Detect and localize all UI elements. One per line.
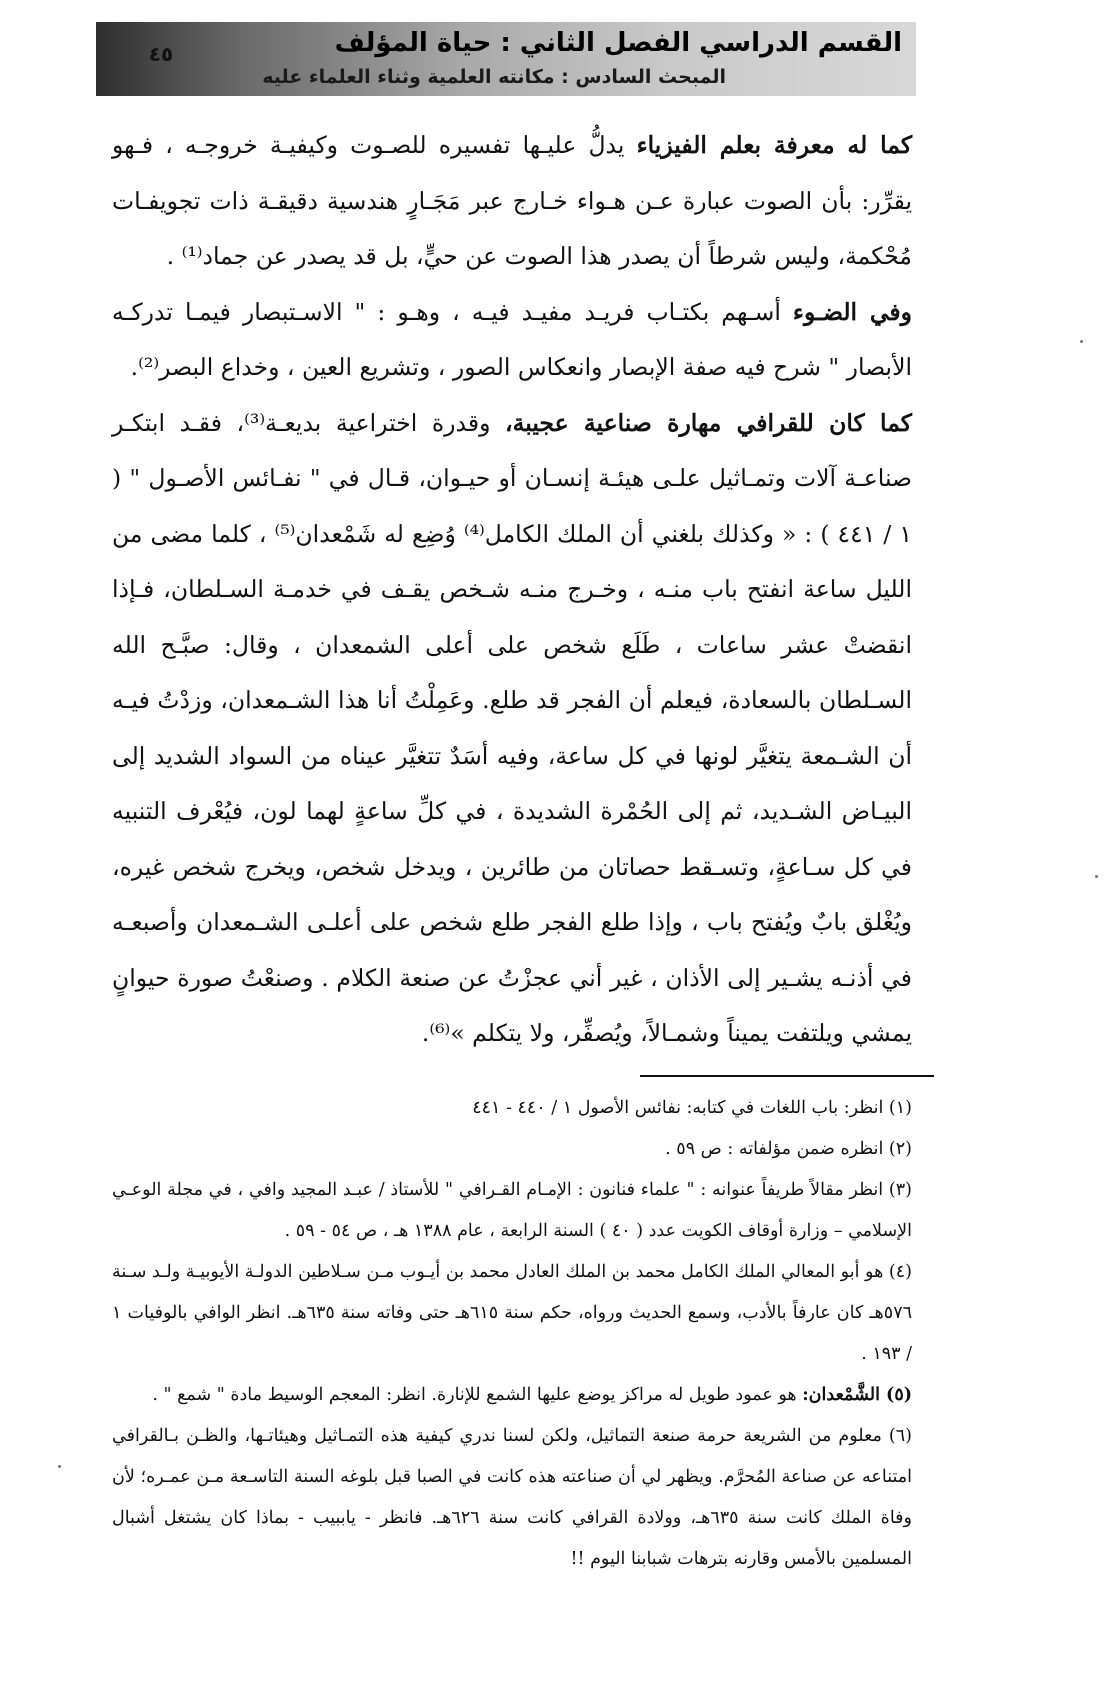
paragraph-text: أسـهم بكتـاب فريـد مفيـد فيـه ، وهـو : " الاسـتبصار فيمـا تدركـه الأبصار " شرح فيه صفة الإبصار وانعكاس الصور ، وتشريع العين ، وخداع البصر⁽²⁾. (112, 297, 912, 381)
paragraph-text: يدلُّ عليـها تفسيره للصـوت وكيفيـة خروجـه ، فـهو يقرِّر: بأن الصوت عبارة عـن هـواء خـارج عبر مَجَـارٍ هندسية دقيقـة ذات تجويفـات مُحْكمة، وليس شرطاً أن يصدر هذا الصوت عن حيٍّ، بل قد يصدر عن جماد⁽¹⁾ . (112, 131, 912, 270)
footnotes (112, 1088, 912, 1580)
footnote-6: (٦) معلوم من الشريعة حرمة صنعة التماثيل، ولكن لسنا ندري كيفية هذه التمـاثيل وهيئاتـها، والظـن بـالقرافي امتناعه عن صناعة المُحرَّم. ويظهر لي أن صناعته هذه كانت في الصبا قبل بلوغه السنة التاسـعة مـن عمـره؛ لأن وفاة الملك كانت سنة ٦٣٥هـ، وولادة القرافي كانت سنة ٦٢٦هـ. فانظر - ياببيب - بماذا كان يشتغل أشبال المسلمين بالأمس وقارنه بترهات شبابنا اليوم !! (112, 1426, 912, 1569)
paragraph-lead: كما له معرفة بعلم الفيزياء (636, 131, 913, 159)
header-chapter-title: القسم الدراسي الفصل الثاني : حياة المؤلف (334, 28, 902, 58)
scan-speck (1080, 340, 1083, 343)
page-number: ٤٥ (148, 42, 174, 66)
scan-speck (58, 1465, 61, 1468)
running-header (96, 22, 916, 96)
footnote-4: (٤) هو أبو المعالي الملك الكامل محمد بن الملك العادل محمد بن أيـوب مـن سـلاطين الدولـة الأيوبيـة ولـد سـنة ٥٧٦هـ كان عارفاً بالأدب، وسمع الحديث ورواه، حكم سنة ٦١٥هـ حتى وفاته سنة ٦٣٥هـ. انظر الوافي بالوفيات ١ / ١٩٣ . (112, 1262, 912, 1364)
paragraph-light (112, 285, 912, 396)
footnote-3: (٣) انظر مقالاً طريفاً عنوانه : " علماء فنانون : الإمـام القـرافي " للأستاذ / عبـد المجيد وافي ، في مجلة الوعـي الإسلامي – وزارة أوقاف الكويت عدد ( ٤٠ ) السنة الرابعة ، عام ١٣٨٨ هـ ، ص ٥٤ - ٥٩ . (112, 1180, 912, 1241)
paragraph-lead: وفي الضـوء (792, 297, 912, 326)
footnote-text: هو عمود طويل له مراكز يوضع عليها الشمع للإنارة. انظر: المعجم الوسيط مادة " شمع " . (152, 1385, 803, 1405)
footnote-term: (٥) الشَّمْعدان: (802, 1385, 912, 1405)
paragraph-text: وقدرة اختراعية بديعـة⁽³⁾، فقـد ابتكـر صناعـة آلات وتمـاثيل علـى هيئـة إنسـان أو حيـوان، قـال في " نفـائس الأصـول " ( ١ / ٤٤١ ) : « وكذلك بلغني أن الملك الكامل⁽⁴⁾ وُضِع له شَمْعدان⁽⁵⁾ ، كلما مضى من الليل ساعة انفتح باب منـه ، وخـرج منـه شـخص يقـف في خدمـة السـلطان، فـإذا انقضتْ عشر ساعات ، طَلَع شخص على أعلى الشمعدان ، وقال: صبَّـح الله السـلطان بالسعادة، فيعلم أن الفجر قد طلع. وعَمِلْتُ أنا هذا الشـمعدان، وزدْتُ فيـه أن الشـمعة يتغيَّر لونها في كل ساعة، وفيه أسَدٌ تتغيَّر عيناه من السواد الشديد إلى البيـاض الشـديد، ثم إلى الحُمْرة الشديدة ، في كلِّ ساعةٍ لهما لون، فيُعْرف التنبيه في كل سـاعةٍ، وتسـقط حصاتان من طائرين ، ويدخل شخص، ويخرج شخص غيره، ويُغْلق بابٌ ويُفتح باب ، وإذا طلع الفجر طلع شخص على أعلـى الشـمعدان وأصبعـه في أذنـه يشـير إلى الأذان ، غير أني عجزْتُ عن صنعة الكلام . وصنعْتُ صورة حيوانٍ يمشي ويلتفت يميناً وشمـالاً، ويُصفِّر، ولا يتكلم »⁽⁶⁾. (112, 408, 913, 1047)
paragraph-lead: كما كان للقرافي مهارة صناعية عجيبة، (505, 408, 912, 437)
footnote-5 (112, 1375, 912, 1416)
main-text (112, 118, 912, 1062)
paragraph-physics (112, 118, 912, 285)
footnote-separator (640, 1075, 934, 1077)
paragraph-craftsmanship (112, 396, 912, 1062)
scan-speck (1095, 875, 1098, 878)
footnote-1: (١) انظر: باب اللغات في كتابه: نفائس الأصول ١ / ٤٤٠ - ٤٤١ (472, 1098, 912, 1118)
header-section-title: المبحث السادس : مكانته العلمية وثناء العلماء عليه (262, 66, 726, 88)
footnote-2: (٢) انظره ضمن مؤلفاته : ص ٥٩ . (665, 1139, 912, 1159)
